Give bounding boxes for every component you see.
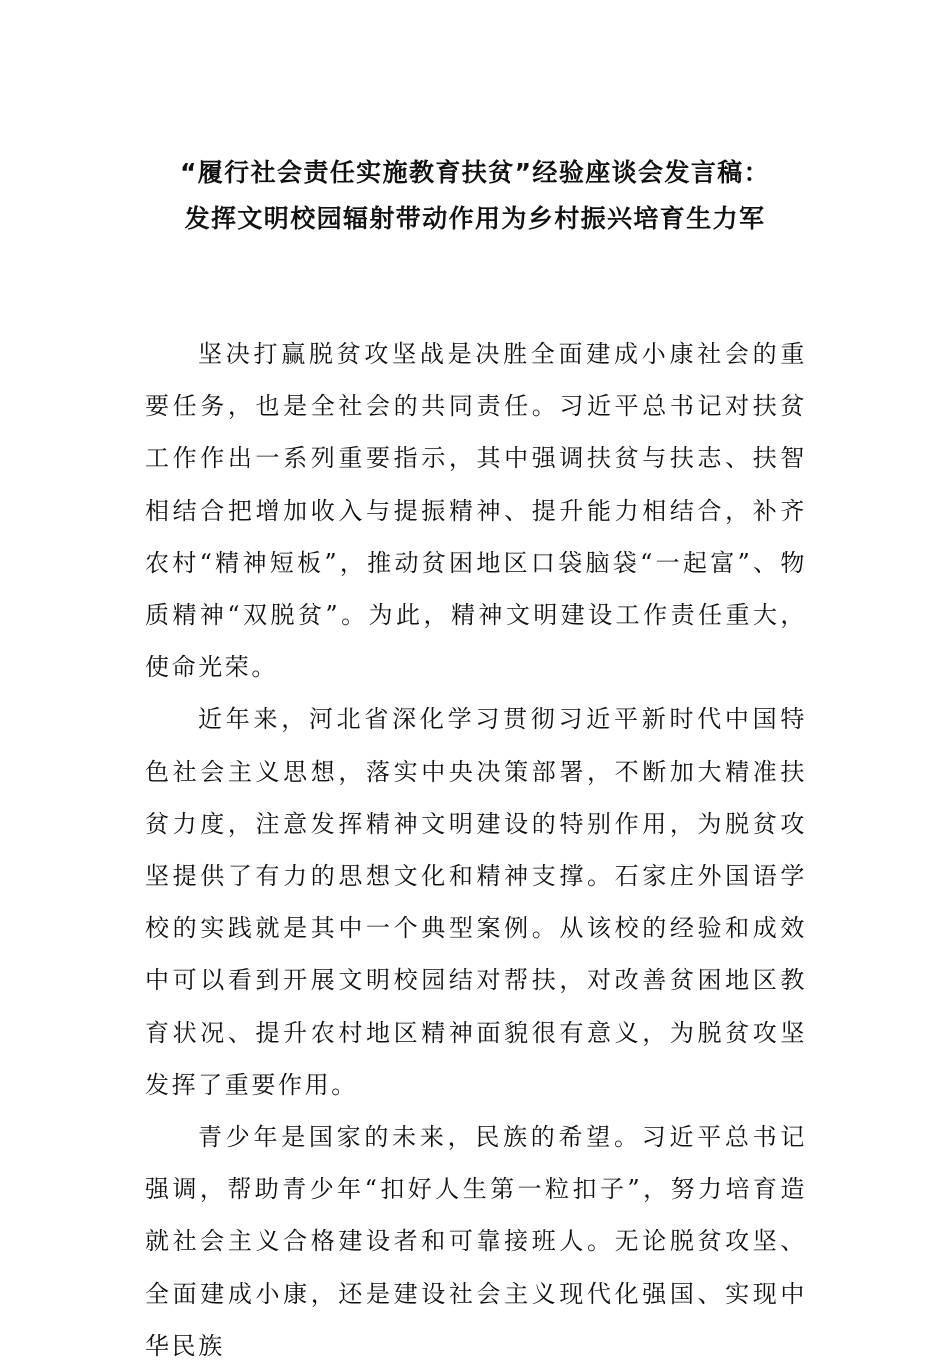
paragraph: 近年来，河北省深化学习贯彻习近平新时代中国特色社会主义思想，落实中央决策部署，不断加大精准扶贫力度，注意发挥精神文明建设的特别作用，为脱贫攻坚提供了有力的思想文化和精神支撑。石家庄外国语学校的实践就是其中一个典型案例。从该校的经验和成效中可以看到开展文明校园结对帮扶，对改善贫困地区教育状况、提升农村地区精神面貌很有意义，为脱贫攻坚发挥了重要作用。 [145, 705, 807, 1099]
title-line-1: “履行社会责任实施教育扶贫”经验座谈会发言稿： [179, 158, 771, 187]
document-title [100, 150, 850, 242]
document-body [145, 328, 807, 1372]
title-line-2: 发挥文明校园辐射带动作用为乡村振兴培育生力军 [184, 204, 766, 233]
paragraph: 青少年是国家的未来，民族的希望。习近平总书记强调，帮助青少年“扣好人生第一粒扣子”，努力培育造就社会主义合格建设者和可靠接班人。无论脱贫攻坚、全面建成小康，还是建设社会主义现代化强国、实现中华民族 [145, 1123, 807, 1360]
paragraph: 坚决打赢脱贫攻坚战是决胜全面建成小康社会的重要任务，也是全社会的共同责任。习近平总书记对扶贫工作作出一系列重要指示，其中强调扶贫与扶志、扶智相结合把增加收入与提振精神、提升能力相结合，补齐农村“精神短板”，推动贫困地区口袋脑袋“一起富”、物质精神“双脱贫”。为此，精神文明建设工作责任重大，使命光荣。 [145, 340, 807, 682]
